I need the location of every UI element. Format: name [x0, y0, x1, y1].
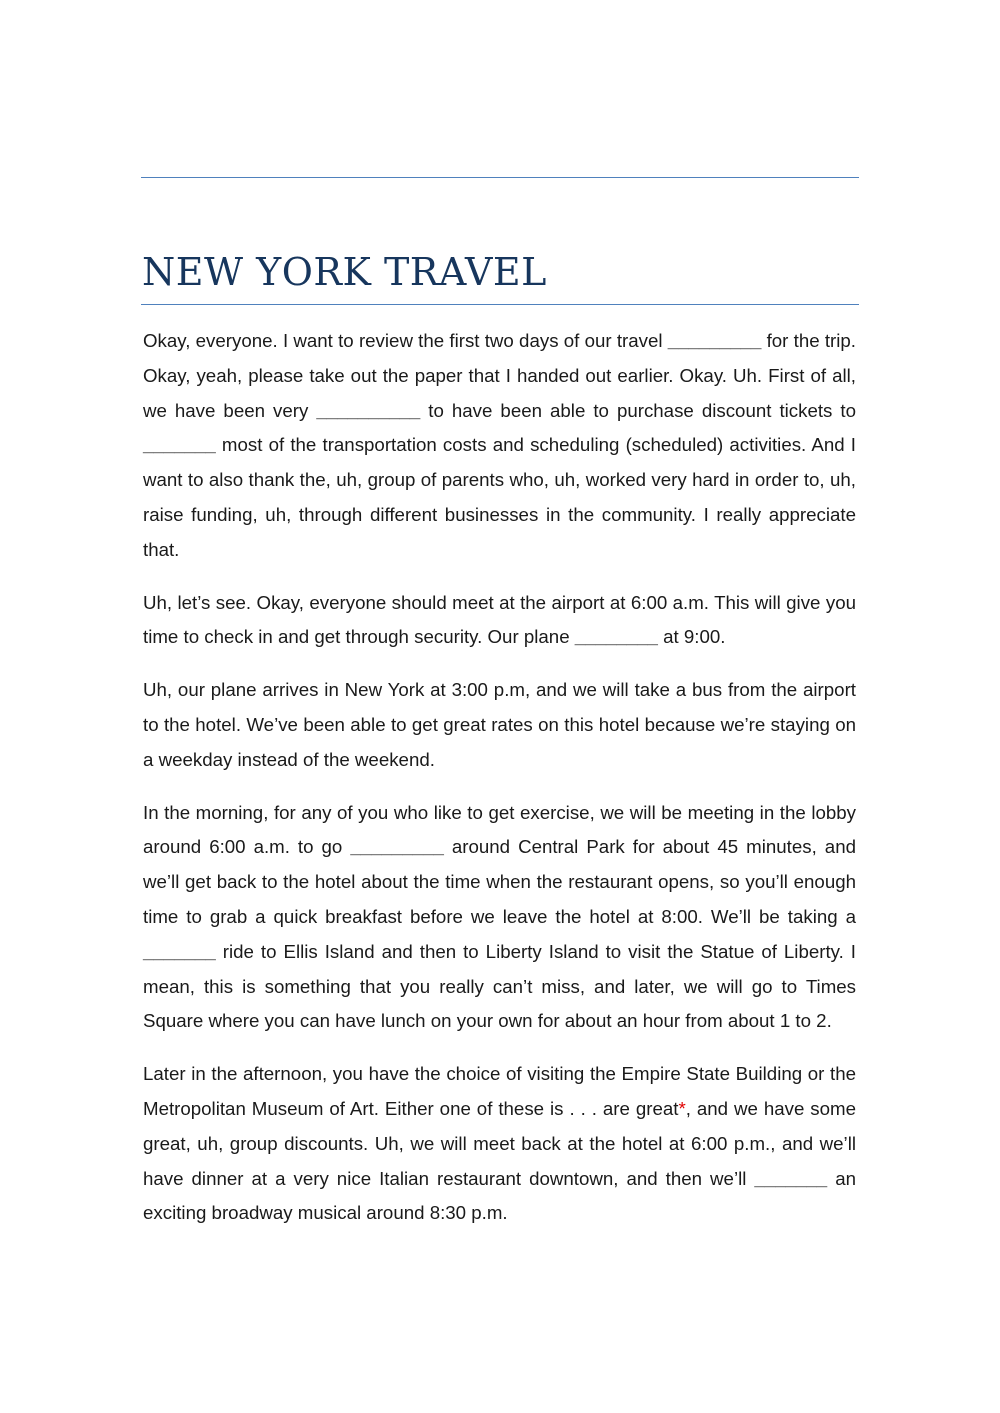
paragraph-text: at 9:00.	[657, 626, 726, 648]
asterisk-mark: *	[678, 1097, 686, 1119]
paragraph-text: , and we have some great, uh, group discounts. Uh, we will meet back at the hotel at 6:00 p.m., and we’ll have dinner at a very nice Italian restaurant downtown, and then we’ll	[143, 1097, 856, 1189]
document-title: NEW YORK TRAVEL	[142, 250, 547, 294]
fill-in-blank[interactable]: ________	[574, 626, 658, 648]
fill-in-blank[interactable]: _______	[143, 940, 216, 962]
paragraph-text: Uh, let’s see. Okay, everyone should meet at the airport at 6:00 a.m. This will give you time to check in and get through security. Our plane	[143, 591, 856, 648]
paragraph	[143, 586, 856, 656]
title-underline-rule	[141, 304, 859, 305]
paragraph	[143, 796, 856, 1040]
document-body	[143, 324, 856, 1249]
paragraph	[143, 324, 856, 568]
paragraph-text: for the trip. Okay, yeah, please take out the paper that I handed out earlier. Okay. Uh. First of all, we have been very	[143, 330, 857, 421]
paragraph	[143, 673, 856, 777]
header-rule	[141, 177, 859, 178]
paragraph-text: Uh, our plane arrives in New York at 3:00 p.m, and we will take a bus from the airport to the hotel. We’ve been able to get great rates on this hotel because we’re staying on a weekday instead of the weekend.	[143, 679, 856, 770]
fill-in-blank[interactable]: _________	[350, 836, 444, 858]
paragraph-text: most of the transportation costs and scheduling (scheduled) activities. And I want to also thank the, uh, group of parents who, uh, worked very hard in order to, uh, raise funding, uh, through different businesses in the community. I really appreciate that.	[143, 434, 856, 560]
paragraph-text: around Central Park for about 45 minutes, and we’ll get back to the hotel about the time when the restaurant opens, so you’ll enough time to grab a quick breakfast before we leave the hotel at 8:00. We’ll be taking a	[143, 836, 856, 927]
fill-in-blank[interactable]: _________	[667, 330, 762, 351]
paragraph-text: to have been able to purchase discount tickets to	[420, 399, 856, 421]
fill-in-blank[interactable]: __________	[316, 399, 421, 421]
paragraph	[143, 1057, 856, 1231]
fill-in-blank[interactable]: _______	[143, 434, 216, 456]
paragraph-text: Okay, everyone. I want to review the first two days of our travel	[143, 330, 668, 351]
paragraph-text: an exciting broadway musical around 8:30 p.m.	[143, 1167, 856, 1224]
paragraph-text: In the morning, for any of you who like to get exercise, we will be meeting in the lobby around 6:00 a.m. to go	[143, 801, 856, 858]
paragraph-text: Later in the afternoon, you have the choice of visiting the Empire State Building or the Metropolitan Museum of Art. Either one of these is . . . are great	[143, 1063, 856, 1119]
fill-in-blank[interactable]: _______	[754, 1167, 828, 1189]
paragraph-text: ride to Ellis Island and then to Liberty Island to visit the Statue of Liberty. I mean, this is something that you really can’t miss, and later, we will go to Times Square where you can have lunch on your own for about an hour from about 1 to 2.	[143, 940, 856, 1032]
